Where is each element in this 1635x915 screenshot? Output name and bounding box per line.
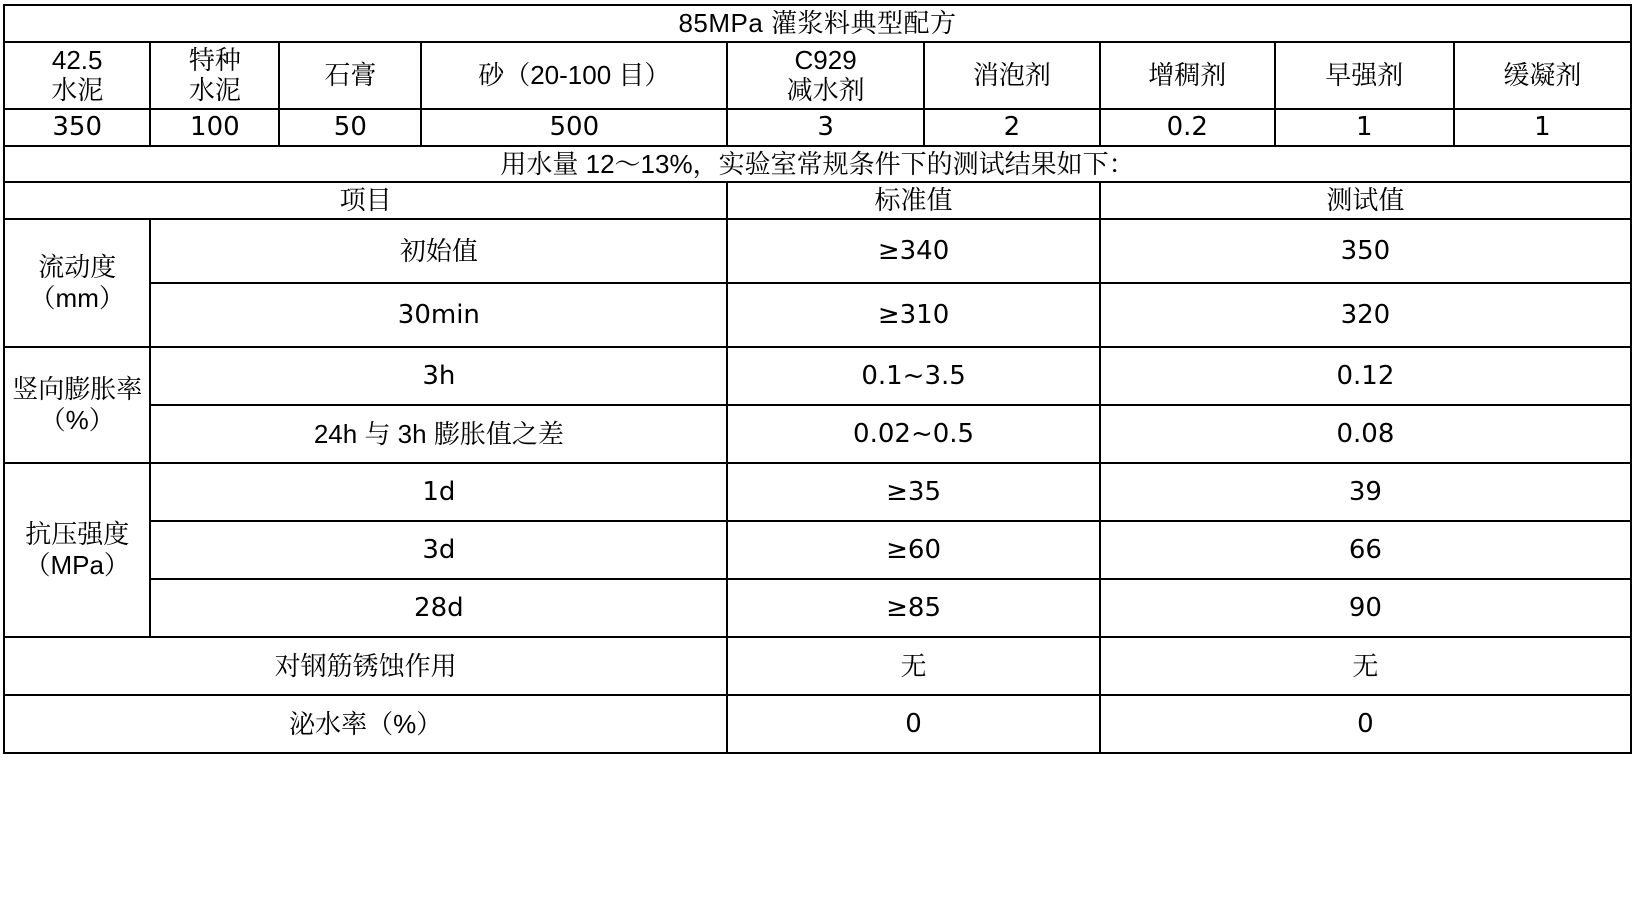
- result-measured: 无: [1100, 637, 1631, 695]
- mix-header-line1: 增稠剂: [1148, 60, 1227, 90]
- result-standard: 0.02~0.5: [727, 405, 1100, 463]
- result-measured: 0.08: [1100, 405, 1631, 463]
- mix-value-cell: 50: [279, 109, 421, 146]
- mix-header-cell: [1100, 42, 1275, 109]
- mix-header-line2: 水泥: [51, 75, 104, 106]
- table-row: [4, 695, 1631, 753]
- mix-header-cell: [727, 42, 924, 109]
- result-measured: 320: [1100, 283, 1631, 347]
- mix-value-cell: 3: [727, 109, 924, 146]
- result-measured: 39: [1100, 463, 1631, 521]
- table-row: [4, 347, 1631, 405]
- result-item: 30min: [150, 283, 727, 347]
- result-item: 对钢筋锈蚀作用: [4, 637, 727, 695]
- table-row: [4, 521, 1631, 579]
- mix-header-cell: [1454, 42, 1631, 109]
- mix-header-line1: C929: [794, 44, 857, 75]
- mix-header-line2: 减水剂: [786, 75, 865, 106]
- group-label-fluidity: 流动度（mm）: [4, 219, 150, 347]
- mix-header-line1: 特种: [188, 44, 241, 75]
- result-item: 3d: [150, 521, 727, 579]
- result-standard: ≥35: [727, 463, 1100, 521]
- group-label-expansion: 竖向膨胀率（%）: [4, 347, 150, 463]
- result-standard: ≥340: [727, 219, 1100, 283]
- mix-header-line1: 砂（20-100 目）: [478, 60, 671, 90]
- mix-header-cell: [150, 42, 279, 109]
- table-row: [4, 219, 1631, 283]
- table-row: [4, 283, 1631, 347]
- mix-header-line1: 早强剂: [1325, 60, 1404, 90]
- mix-header-line1: 42.5: [51, 44, 103, 75]
- result-item: 1d: [150, 463, 727, 521]
- mix-value-row: [4, 109, 1631, 146]
- mix-header-cell: [4, 42, 150, 109]
- results-header-measured: 测试值: [1100, 182, 1631, 219]
- result-measured: 90: [1100, 579, 1631, 637]
- result-item: 泌水率（%）: [4, 695, 727, 753]
- result-standard: ≥60: [727, 521, 1100, 579]
- mix-value-cell: 350: [4, 109, 150, 146]
- mix-value-cell: 1: [1454, 109, 1631, 146]
- mix-value-cell: 2: [924, 109, 1100, 146]
- table-row: [4, 405, 1631, 463]
- results-header-standard: 标准值: [727, 182, 1100, 219]
- table-row: [4, 463, 1631, 521]
- mix-value-cell: 1: [1275, 109, 1454, 146]
- result-measured: 0: [1100, 695, 1631, 753]
- mix-value-cell: 500: [421, 109, 727, 146]
- mix-header-line1: 缓凝剂: [1503, 60, 1582, 90]
- results-header-row: [4, 182, 1631, 219]
- water-content-note: 用水量 12～13%，实验室常规条件下的测试结果如下：: [4, 146, 1631, 183]
- group-label-strength: [4, 463, 150, 637]
- result-measured: 0.12: [1100, 347, 1631, 405]
- table-row: [4, 579, 1631, 637]
- group-label-strength-text: 抗压强度（MPa）: [24, 519, 130, 581]
- mix-header-cell: [1275, 42, 1454, 109]
- result-standard: 0: [727, 695, 1100, 753]
- mix-header-cell: [924, 42, 1100, 109]
- mix-header-row: [4, 42, 1631, 109]
- result-item: 3h: [150, 347, 727, 405]
- document-title: 85MPa 灌浆料典型配方: [4, 5, 1631, 42]
- mix-value-cell: 0.2: [1100, 109, 1275, 146]
- result-measured: 66: [1100, 521, 1631, 579]
- result-standard: ≥85: [727, 579, 1100, 637]
- result-item: 28d: [150, 579, 727, 637]
- mix-header-line1: 消泡剂: [972, 60, 1051, 90]
- result-standard: ≥310: [727, 283, 1100, 347]
- result-item: 初始值: [150, 219, 727, 283]
- mix-header-cell: [421, 42, 727, 109]
- formula-table: [3, 4, 1632, 754]
- mix-header-line1: 石膏: [324, 60, 377, 90]
- mix-value-cell: 100: [150, 109, 279, 146]
- results-header-item: 项目: [4, 182, 727, 219]
- result-item: 24h 与 3h 膨胀值之差: [150, 405, 727, 463]
- result-measured: 350: [1100, 219, 1631, 283]
- result-standard: 0.1~3.5: [727, 347, 1100, 405]
- note-row: [4, 146, 1631, 183]
- title-row: [4, 5, 1631, 42]
- mix-header-line2: 水泥: [188, 75, 241, 106]
- result-standard: 无: [727, 637, 1100, 695]
- mix-header-cell: [279, 42, 421, 109]
- table-row: [4, 637, 1631, 695]
